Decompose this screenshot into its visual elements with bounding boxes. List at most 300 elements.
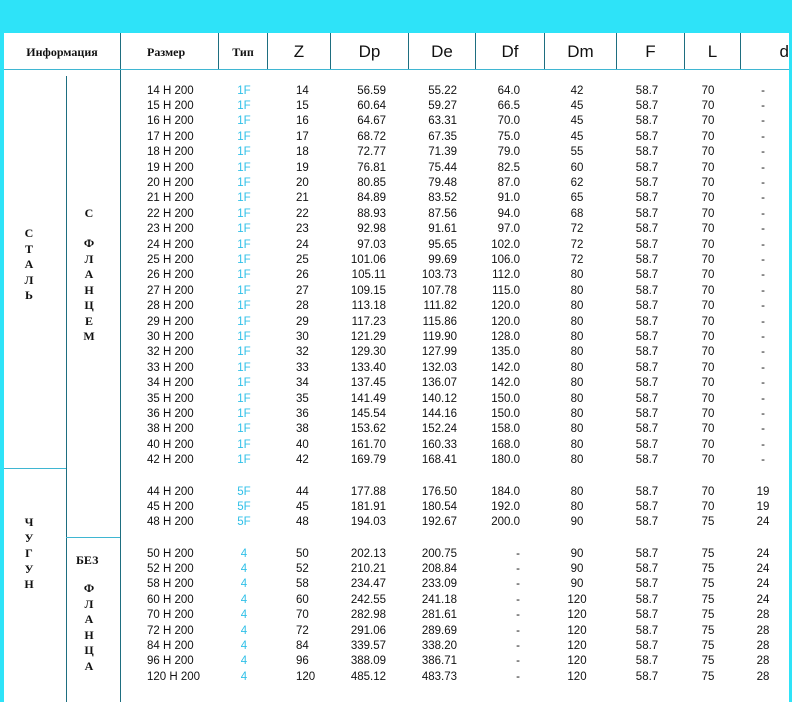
cell-f: 58.7 [635, 670, 659, 683]
cell-de: 160.33 [421, 438, 457, 451]
cell-type: 1F [237, 330, 251, 343]
cell-size: 30 H 200 [147, 330, 194, 343]
cell-type: 4 [240, 670, 248, 683]
cell-df: 102.0 [491, 238, 520, 251]
cell-df: - [516, 562, 520, 575]
table-row [0, 438, 792, 453]
cell-dp: 121.29 [350, 330, 386, 343]
table-row [0, 114, 792, 129]
cell-df: 66.5 [497, 99, 520, 112]
cell-f: 58.7 [635, 562, 659, 575]
cell-df: - [516, 639, 520, 652]
cell-dp: 181.91 [350, 500, 386, 513]
table-row [0, 361, 792, 376]
cell-type: 1F [237, 423, 251, 436]
cell-de: 386.71 [421, 655, 457, 668]
cell-df: 87.0 [497, 176, 520, 189]
table-row [0, 299, 792, 314]
table-row [0, 130, 792, 145]
cell-z: 32 [296, 346, 309, 359]
cell-size: 29 H 200 [147, 315, 194, 328]
table-row [0, 176, 792, 191]
cell-d: 24 [756, 562, 770, 575]
cell-dp: 161.70 [350, 438, 386, 451]
cell-size: 60 H 200 [147, 593, 194, 606]
cell-de: 91.61 [428, 223, 457, 236]
cell-de: 192.67 [421, 516, 457, 529]
cell-z: 48 [296, 516, 309, 529]
cell-dm: 45 [570, 99, 584, 112]
cell-l: 75 [701, 516, 715, 529]
cell-d: - [761, 253, 765, 266]
cell-de: 180.54 [421, 500, 457, 513]
cell-type: 1F [237, 346, 251, 359]
cell-d: - [761, 176, 765, 189]
table-row [0, 84, 792, 99]
cell-l: 70 [701, 500, 715, 513]
table-row [0, 315, 792, 330]
cell-dp: 153.62 [350, 423, 386, 436]
cell-de: 176.50 [421, 485, 457, 498]
cell-dm: 72 [570, 238, 584, 251]
cell-type: 1F [237, 315, 251, 328]
cell-df: 97.0 [497, 223, 520, 236]
cell-size: 52 H 200 [147, 562, 194, 575]
cell-l: 70 [701, 407, 715, 420]
cell-dm: 120 [567, 639, 587, 652]
cell-d: - [761, 423, 765, 436]
cell-f: 58.7 [635, 238, 659, 251]
cell-z: 72 [296, 624, 309, 637]
cell-dm: 55 [570, 146, 584, 159]
cell-l: 75 [701, 670, 715, 683]
cell-df: 115.0 [492, 284, 520, 297]
cell-df: 135.0 [491, 346, 520, 359]
cell-f: 58.7 [635, 361, 659, 374]
cell-dm: 42 [570, 84, 584, 97]
cell-df: 150.0 [491, 392, 520, 405]
cell-z: 19 [296, 161, 309, 174]
cell-type: 1F [237, 454, 251, 467]
cell-l: 70 [701, 192, 715, 205]
cell-z: 120 [296, 670, 316, 683]
cell-dp: 145.54 [350, 407, 386, 420]
cell-df: 128.0 [491, 330, 520, 343]
cell-l: 75 [701, 562, 715, 575]
cell-dp: 60.64 [357, 99, 386, 112]
cell-l: 70 [701, 423, 715, 436]
cell-d: 24 [756, 593, 770, 606]
cell-type: 1F [237, 253, 251, 266]
cell-type: 5F [237, 516, 251, 529]
cell-type: 4 [240, 593, 248, 606]
cell-l: 70 [701, 176, 715, 189]
cell-type: 4 [240, 578, 248, 591]
cell-f: 58.7 [635, 315, 659, 328]
cell-l: 70 [701, 130, 715, 143]
cell-de: 75.44 [428, 161, 457, 174]
cell-l: 70 [701, 146, 715, 159]
cell-size: 96 H 200 [147, 655, 194, 668]
cell-de: 115.86 [422, 315, 457, 328]
cell-dm: 80 [570, 438, 584, 451]
cell-l: 75 [701, 624, 715, 637]
cell-z: 96 [296, 655, 309, 668]
cell-dp: 282.98 [350, 609, 386, 622]
cell-size: 50 H 200 [147, 547, 194, 560]
cell-dm: 80 [570, 407, 584, 420]
cell-z: 14 [296, 84, 309, 97]
cell-df: 120.0 [491, 315, 520, 328]
cell-type: 4 [240, 547, 248, 560]
cell-dp: 109.15 [350, 284, 386, 297]
cell-d: - [761, 130, 765, 143]
cell-l: 70 [701, 300, 715, 313]
cell-type: 5F [237, 485, 251, 498]
cell-z: 25 [296, 253, 309, 266]
top-border [0, 0, 792, 33]
cell-dm: 80 [570, 284, 584, 297]
cell-f: 58.7 [635, 639, 659, 652]
cell-size: 35 H 200 [147, 392, 194, 405]
cell-l: 70 [701, 438, 715, 451]
cell-z: 33 [296, 361, 309, 374]
cell-de: 99.69 [428, 253, 457, 266]
cell-df: 184.0 [491, 485, 520, 498]
cell-f: 58.7 [635, 207, 659, 220]
cell-type: 4 [240, 639, 248, 652]
cell-df: 192.0 [491, 500, 520, 513]
cell-df: 75.0 [497, 130, 520, 143]
cell-d: - [761, 315, 765, 328]
cell-df: - [516, 655, 520, 668]
table-row [0, 238, 792, 253]
table-row [0, 608, 792, 623]
cell-d: - [761, 161, 765, 174]
table-row [0, 268, 792, 283]
cell-size: 20 H 200 [147, 176, 194, 189]
cell-de: 132.03 [421, 361, 457, 374]
cell-de: 67.35 [428, 130, 457, 143]
cell-de: 83.52 [428, 192, 457, 205]
cell-dp: 388.09 [350, 655, 386, 668]
table-row [0, 500, 792, 515]
cell-f: 58.7 [635, 84, 659, 97]
cell-z: 42 [296, 454, 309, 467]
table-row [0, 654, 792, 669]
table-row [0, 639, 792, 654]
cell-d: - [761, 454, 765, 467]
cell-z: 70 [296, 609, 309, 622]
cell-df: 168.0 [491, 438, 520, 451]
cell-type: 1F [237, 361, 251, 374]
cell-f: 58.7 [635, 192, 659, 205]
table-row [0, 376, 792, 391]
cell-f: 58.7 [635, 330, 659, 343]
cell-dm: 80 [570, 361, 584, 374]
cell-dm: 80 [570, 330, 584, 343]
cell-d: 19 [756, 485, 770, 498]
cell-dp: 242.55 [350, 593, 386, 606]
cell-type: 1F [237, 161, 251, 174]
cell-f: 58.7 [635, 346, 659, 359]
cell-d: 28 [756, 655, 770, 668]
cell-f: 58.7 [635, 161, 659, 174]
cell-dp: 84.89 [357, 192, 386, 205]
table-row [0, 670, 792, 685]
cell-l: 70 [701, 330, 715, 343]
cell-size: 45 H 200 [147, 500, 194, 513]
cell-l: 70 [701, 161, 715, 174]
table-row [0, 345, 792, 360]
table-row [0, 191, 792, 206]
header-df: Df [501, 42, 519, 61]
cell-d: - [761, 115, 765, 128]
table-row [0, 515, 792, 530]
cell-d: 24 [756, 578, 770, 591]
cell-z: 50 [296, 547, 309, 560]
cell-df: 91.0 [497, 192, 520, 205]
cell-z: 27 [296, 284, 309, 297]
cell-de: 483.73 [421, 670, 457, 683]
label-steel: С Т А Л Ь [24, 226, 34, 302]
cell-dp: 117.23 [351, 315, 386, 328]
cell-dm: 80 [570, 392, 584, 405]
cell-z: 15 [296, 99, 309, 112]
cell-d: - [761, 438, 765, 451]
cell-d: 28 [756, 670, 770, 683]
cell-dm: 80 [570, 454, 584, 467]
header-dp: Dp [358, 42, 381, 61]
cell-size: 32 H 200 [147, 346, 194, 359]
cell-type: 1F [237, 223, 251, 236]
cell-type: 1F [237, 392, 251, 405]
cell-f: 58.7 [635, 500, 659, 513]
cell-dm: 80 [570, 300, 584, 313]
table-row [0, 222, 792, 237]
cell-d: 28 [756, 609, 770, 622]
cell-de: 281.61 [421, 609, 457, 622]
label-without-flange-prefix: БЕЗ [76, 553, 99, 567]
cell-df: 64.0 [497, 84, 520, 97]
cell-d: - [761, 377, 765, 390]
cell-f: 58.7 [635, 115, 659, 128]
cell-de: 208.84 [421, 562, 457, 575]
cell-z: 22 [296, 207, 309, 220]
cell-size: 16 H 200 [147, 115, 194, 128]
cell-dm: 80 [570, 377, 584, 390]
cell-size: 28 H 200 [147, 300, 194, 313]
cell-f: 58.7 [635, 269, 659, 282]
cell-z: 21 [296, 192, 309, 205]
cell-type: 1F [237, 207, 251, 220]
cell-df: - [516, 547, 520, 560]
cell-l: 75 [701, 578, 715, 591]
cell-df: 142.0 [491, 377, 520, 390]
cell-f: 58.7 [635, 284, 659, 297]
header-f: F [645, 42, 656, 61]
cell-df: - [516, 624, 520, 637]
table-row [0, 207, 792, 222]
cell-dm: 45 [570, 115, 584, 128]
header-de: De [431, 42, 453, 61]
cell-l: 70 [701, 99, 715, 112]
cell-df: 112.0 [492, 269, 520, 282]
cell-d: - [761, 407, 765, 420]
label-cast-iron: Ч У Г У Н [24, 515, 34, 591]
cell-size: 58 H 200 [147, 578, 194, 591]
cell-f: 58.7 [635, 547, 659, 560]
cell-df: 120.0 [491, 300, 520, 313]
cell-type: 1F [237, 238, 251, 251]
cell-d: 24 [756, 547, 770, 560]
cell-f: 58.7 [635, 438, 659, 451]
cell-z: 36 [296, 407, 309, 420]
cell-l: 70 [701, 223, 715, 236]
table-row [0, 330, 792, 345]
cell-l: 75 [701, 655, 715, 668]
cell-d: 19 [756, 500, 770, 513]
cell-f: 58.7 [635, 609, 659, 622]
cell-z: 60 [296, 593, 309, 606]
cell-dm: 80 [570, 269, 584, 282]
cell-l: 70 [701, 284, 715, 297]
cell-f: 58.7 [635, 516, 659, 529]
cell-l: 70 [701, 346, 715, 359]
cell-type: 1F [237, 99, 251, 112]
cell-size: 48 H 200 [147, 516, 194, 529]
cell-size: 25 H 200 [147, 253, 194, 266]
cell-df: 180.0 [491, 454, 520, 467]
table-row [0, 453, 792, 468]
cell-de: 289.69 [421, 624, 457, 637]
cell-dm: 80 [570, 485, 584, 498]
cell-size: 22 H 200 [147, 207, 194, 220]
cell-z: 29 [296, 315, 309, 328]
cell-l: 70 [701, 361, 715, 374]
cell-df: 79.0 [497, 146, 520, 159]
cell-d: 28 [756, 639, 770, 652]
cell-z: 16 [296, 115, 309, 128]
cell-l: 70 [701, 377, 715, 390]
cell-l: 75 [701, 639, 715, 652]
cell-z: 20 [296, 176, 309, 189]
cell-dp: 234.47 [350, 578, 386, 591]
cell-de: 79.48 [428, 176, 457, 189]
cell-size: 40 H 200 [147, 438, 194, 451]
cell-de: 144.16 [421, 407, 457, 420]
cell-dm: 120 [567, 609, 587, 622]
cell-l: 70 [701, 253, 715, 266]
cell-de: 140.12 [421, 392, 457, 405]
cell-de: 87.56 [428, 207, 457, 220]
cell-type: 1F [237, 115, 251, 128]
table-row [0, 253, 792, 268]
cell-f: 58.7 [635, 655, 659, 668]
cell-de: 152.24 [421, 423, 457, 436]
cell-type: 4 [240, 562, 248, 575]
cell-df: 106.0 [491, 253, 520, 266]
cell-z: 30 [296, 330, 309, 343]
cell-size: 26 H 200 [147, 269, 194, 282]
cell-type: 1F [237, 438, 251, 451]
cell-dm: 120 [567, 655, 587, 668]
cell-type: 5F [237, 500, 251, 513]
cell-l: 70 [701, 315, 715, 328]
cell-d: - [761, 392, 765, 405]
cell-f: 58.7 [635, 624, 659, 637]
cell-dp: 88.93 [357, 207, 386, 220]
cell-l: 70 [701, 238, 715, 251]
cell-f: 58.7 [635, 423, 659, 436]
cell-size: 19 H 200 [147, 161, 194, 174]
table-row [0, 624, 792, 639]
cell-type: 1F [237, 84, 251, 97]
cell-type: 4 [240, 655, 248, 668]
cell-dm: 45 [570, 130, 584, 143]
cell-dm: 80 [570, 423, 584, 436]
cell-z: 24 [296, 238, 309, 251]
cell-type: 1F [237, 284, 251, 297]
cell-size: 34 H 200 [147, 377, 194, 390]
cell-z: 44 [296, 485, 309, 498]
cell-d: - [761, 284, 765, 297]
cell-de: 168.41 [421, 454, 457, 467]
cell-z: 84 [296, 639, 309, 652]
cell-type: 1F [237, 176, 251, 189]
cell-f: 58.7 [635, 146, 659, 159]
cell-dp: 177.88 [350, 485, 386, 498]
cell-dm: 72 [570, 253, 584, 266]
cell-df: 82.5 [497, 161, 520, 174]
table-row [0, 422, 792, 437]
cell-size: 18 H 200 [147, 146, 194, 159]
cell-dp: 97.03 [357, 238, 386, 251]
cell-type: 1F [237, 407, 251, 420]
cell-d: - [761, 238, 765, 251]
cell-df: - [516, 578, 520, 591]
cell-z: 40 [296, 438, 309, 451]
cell-type: 4 [240, 609, 248, 622]
cell-df: 94.0 [497, 207, 520, 220]
cell-dp: 56.59 [357, 84, 386, 97]
cell-size: 33 H 200 [147, 361, 194, 374]
cell-df: 142.0 [491, 361, 520, 374]
cell-dm: 90 [570, 562, 584, 575]
cell-dp: 485.12 [350, 670, 386, 683]
cell-type: 4 [240, 624, 248, 637]
cell-df: - [516, 670, 520, 683]
cell-size: 21 H 200 [147, 192, 194, 205]
cell-l: 70 [701, 454, 715, 467]
cell-z: 23 [296, 223, 309, 236]
table-row [0, 161, 792, 176]
cell-d: - [761, 330, 765, 343]
cell-de: 233.09 [421, 578, 457, 591]
cell-d: - [761, 223, 765, 236]
cell-f: 58.7 [635, 377, 659, 390]
cell-l: 70 [701, 84, 715, 97]
cell-type: 1F [237, 300, 251, 313]
cell-dp: 210.21 [350, 562, 386, 575]
cell-dm: 65 [570, 192, 584, 205]
cell-size: 70 H 200 [147, 609, 194, 622]
cell-dm: 90 [570, 547, 584, 560]
cell-de: 127.99 [421, 346, 457, 359]
cell-size: 15 H 200 [147, 99, 194, 112]
cell-dp: 202.13 [350, 547, 386, 560]
cell-dm: 90 [570, 578, 584, 591]
